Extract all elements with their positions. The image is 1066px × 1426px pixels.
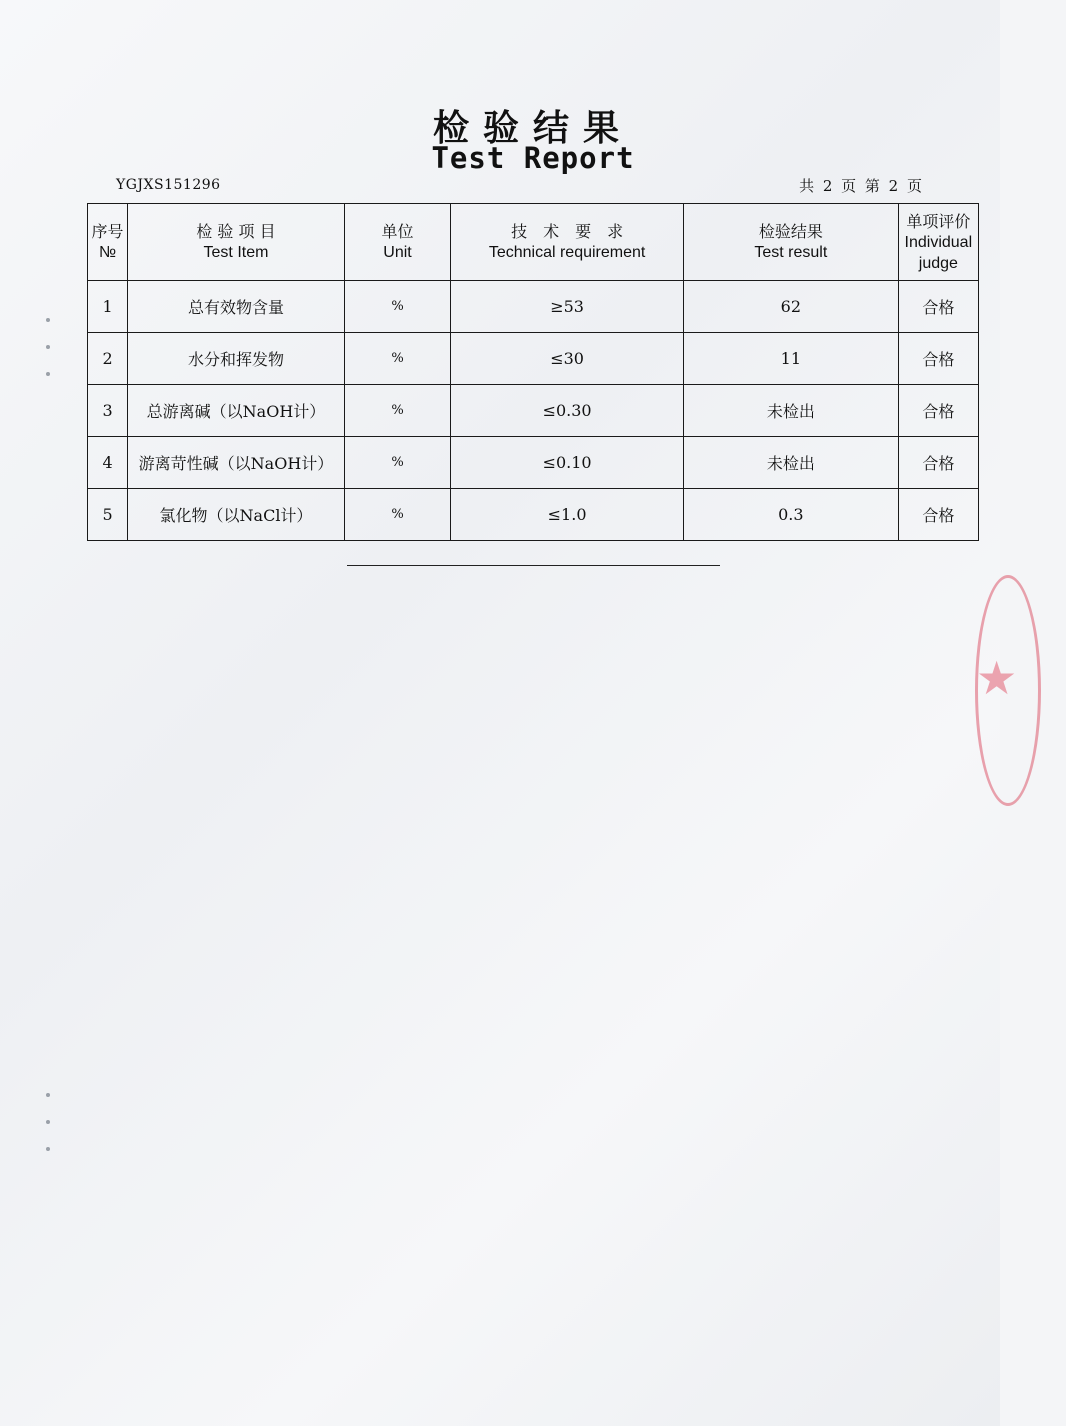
punch-hole-mark — [46, 372, 50, 376]
stamp-star-icon: ★ — [976, 651, 1018, 705]
cell-no: 4 — [88, 437, 128, 489]
header-unit-en: Unit — [383, 244, 412, 261]
header-test-item — [128, 204, 345, 281]
cell-no: 3 — [88, 385, 128, 437]
cell-unit: % — [344, 281, 450, 333]
cell-requirement: ≤30 — [451, 333, 684, 385]
cell-result: 62 — [683, 281, 898, 333]
cell-unit: % — [344, 437, 450, 489]
header-requirement — [451, 204, 684, 281]
cell-item: 水分和挥发物 — [128, 333, 345, 385]
header-result — [683, 204, 898, 281]
cell-no: 2 — [88, 333, 128, 385]
header-test-item-en: Test Item — [203, 244, 269, 261]
table-row — [88, 437, 979, 489]
header-unit — [344, 204, 450, 281]
cell-requirement: ≤1.0 — [451, 489, 684, 541]
cell-result: 0.3 — [683, 489, 898, 541]
cell-no: 5 — [88, 489, 128, 541]
cell-item: 总有效物含量 — [128, 281, 345, 333]
header-judge-en: Individual judge — [904, 233, 973, 272]
header-test-item-cn: 检 验 项 目 — [196, 222, 276, 241]
cell-judge: 合格 — [898, 437, 978, 489]
table-row — [88, 489, 979, 541]
cell-no: 1 — [88, 281, 128, 333]
header-judge-cn: 单项评价 — [906, 211, 971, 231]
header-result-cn: 检验结果 — [758, 222, 823, 241]
cell-unit: % — [344, 489, 450, 541]
table-header-row — [88, 204, 979, 281]
punch-hole-mark — [46, 345, 50, 349]
cell-judge: 合格 — [898, 281, 978, 333]
test-report-table — [87, 203, 979, 541]
cell-unit: % — [344, 333, 450, 385]
cell-requirement: ≥53 — [451, 281, 684, 333]
end-of-report-line — [347, 565, 720, 566]
title-chinese: 检验结果 — [432, 108, 633, 149]
cell-item: 游离苛性碱（以NaOH计） — [128, 437, 345, 489]
report-number: YGJXS151296 — [116, 177, 221, 193]
cell-result: 11 — [683, 333, 898, 385]
header-no-cn: 序号 — [91, 222, 124, 241]
header-no — [88, 204, 128, 281]
header-requirement-cn: 技 术 要 求 — [511, 222, 624, 241]
header-no-en: № — [98, 244, 117, 261]
header-unit-cn: 单位 — [381, 222, 414, 241]
table-row — [88, 385, 979, 437]
cell-result: 未检出 — [683, 385, 898, 437]
cell-unit: % — [344, 385, 450, 437]
punch-hole-mark — [46, 1147, 50, 1151]
cell-judge: 合格 — [898, 385, 978, 437]
punch-hole-mark — [46, 1120, 50, 1124]
cell-item: 氯化物（以NaCl计） — [128, 489, 345, 541]
cell-item: 总游离碱（以NaOH计） — [128, 385, 345, 437]
header-result-en: Test result — [754, 244, 828, 261]
cell-requirement: ≤0.10 — [451, 437, 684, 489]
page-info: 共 2 页 第 2 页 — [799, 177, 924, 195]
cell-requirement: ≤0.30 — [451, 385, 684, 437]
punch-hole-mark — [46, 1093, 50, 1097]
header-judge — [898, 204, 978, 281]
cell-judge: 合格 — [898, 489, 978, 541]
punch-hole-mark — [46, 318, 50, 322]
table-row — [88, 333, 979, 385]
table-row — [88, 281, 979, 333]
cell-judge: 合格 — [898, 333, 978, 385]
cell-result: 未检出 — [683, 437, 898, 489]
title-english: Test Report — [431, 141, 635, 175]
header-requirement-en: Technical requirement — [488, 244, 646, 261]
